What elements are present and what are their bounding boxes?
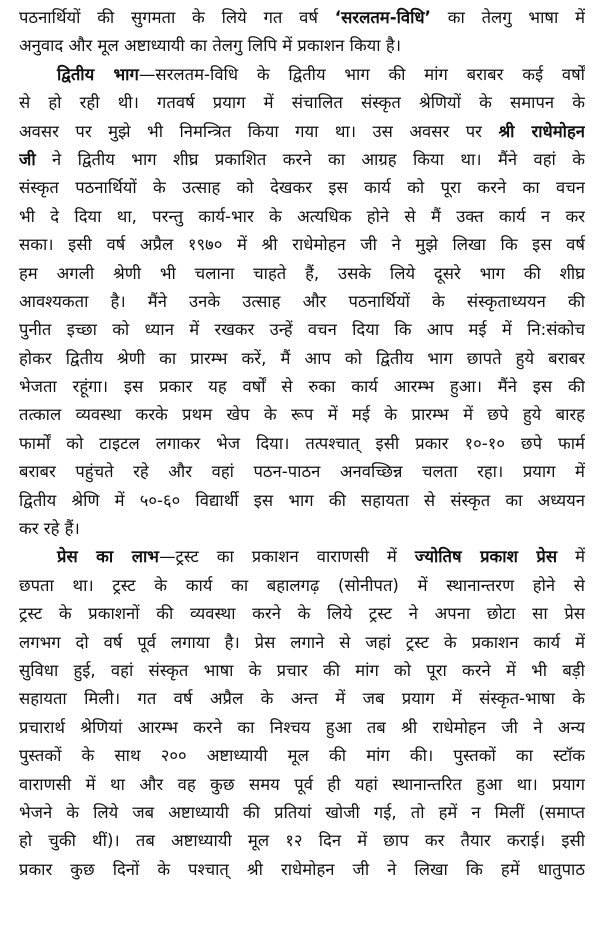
text-line [19, 657, 585, 685]
text-segment: का तेलगु भाषा में [430, 8, 585, 27]
text-line [19, 345, 585, 373]
text-segment: ट्रस्ट के प्रकाशनों की व्यवस्था करने के लिये ट्रस्ट ने अपना छोटा सा प्रेस [19, 604, 585, 624]
text-line [19, 458, 585, 486]
text-line [19, 600, 585, 628]
text-line [19, 146, 585, 174]
text-line [19, 203, 585, 231]
text-line [19, 430, 585, 458]
text-line [19, 174, 585, 202]
paragraph-telugu-translation [19, 4, 585, 61]
section-heading-second-part: द्वितीय भाग [57, 64, 139, 84]
text-segment: द्वितीय श्रेणि में ५०-६० विद्यार्थी इस भाग की सहायता से संस्कृत का अध्ययन [19, 490, 585, 510]
paragraph-press-benefit [19, 543, 585, 884]
text-line [19, 4, 585, 32]
text-segment: से हो रही थी। गतवर्ष प्रयाग में संचालित संस्कृत श्रेणियों के समापन के [19, 93, 585, 113]
text-line [19, 629, 585, 657]
text-segment: भी दे दिया था, परन्तु कार्य-भार के अत्यधिक होने से मैं उक्त कार्य न कर [19, 206, 585, 226]
text-segment: अवसर पर मुझे भी निमन्त्रित किया गया था। उस अवसर पर [19, 121, 499, 141]
text-segment: वाराणसी में था और वह कुछ समय पूर्व ही यहां स्थानान्तरित हुआ था। प्रयाग [19, 774, 585, 794]
text-line [19, 771, 585, 799]
text-line [19, 742, 585, 770]
text-line [19, 118, 585, 146]
text-line [19, 260, 585, 288]
text-segment: कर रहे हैं। [19, 519, 80, 539]
text-segment: हम अगली श्रेणी भी चलाना चाहते हैं, उसके लिये दूसरे भाग की शीघ्र [19, 263, 585, 283]
text-segment: सका। इसी वर्ष अप्रैल १९७० में श्री राधेमोहन जी ने मुझे लिखा कि इस वर्ष [19, 235, 585, 255]
document-page [19, 4, 585, 884]
text-segment: भेजता रहूंगा। इस प्रकार यह वर्षों से रुका कार्य आरम्भ हुआ। मैंने इस की [19, 377, 585, 397]
text-segment: भेजने के लिये जब अष्टाध्यायी की प्रतियां खोजी गई, तो हमें न मिलीं (समाप्त [19, 802, 585, 822]
text-line [19, 401, 585, 429]
text-segment: —ट्रस्ट का प्रकाशन वाराणसी में [158, 547, 415, 567]
text-segment: आवश्यकता है। मैंने उनके उत्साह और पठनार्थियों के संस्कृताध्ययन की [19, 291, 585, 311]
text-segment: सहायता मिली। गत वर्ष अप्रैल के अन्त में जब प्रयाग में संस्कृत-भाषा के [19, 689, 585, 709]
text-segment: अनुवाद और मूल अष्टाध्यायी का तेलगु लिपि में प्रकाशन किया है। [19, 36, 401, 56]
text-line [19, 32, 585, 60]
text-line [19, 316, 585, 344]
text-segment: बराबर पहुंचते रहे और वहां पठन-पाठन अनवच्छिन्न चलता रहा। प्रयाग में [19, 462, 585, 482]
text-line [19, 61, 585, 89]
text-segment: लगभग दो वर्ष पूर्व लगाया है। प्रेस लगाने से जहां ट्रस्ट के प्रकाशन कार्य में [19, 632, 585, 652]
text-line [19, 89, 585, 117]
name-ji: जी [19, 149, 36, 169]
name-radhemohan: श्री राधेमोहन [498, 121, 585, 141]
book-title-sarlatam-vidhi: ‘सरलतम-विधि’ [334, 8, 431, 27]
text-segment: —सरलतम-विधि के द्वितीय भाग की मांग बराबर कई वर्षों [138, 64, 585, 84]
text-line [19, 685, 585, 713]
text-line [19, 515, 585, 543]
text-line [19, 714, 585, 742]
paragraph-second-part [19, 61, 585, 544]
text-segment: प्रचारार्थ श्रेणियां आरम्भ करने का निश्चय हुआ तब श्री राधेमोहन जी ने अन्य [19, 717, 585, 737]
text-segment: प्रकार कुछ दिनों के पश्चात् श्री राधेमोहन जी ने लिखा कि हमें धातुपाठ [19, 859, 585, 879]
text-segment: सुविधा हुई, वहां संस्कृत भाषा के प्रचार की मांग को पूरा करने में भी बड़ी [19, 660, 585, 680]
text-line [19, 487, 585, 515]
text-line [19, 856, 585, 884]
text-line [19, 288, 585, 316]
text-segment: संस्कृत पठनार्थियों के उत्साह को देखकर इस कार्य को पूरा करने का वचन [19, 178, 585, 198]
text-segment: फार्मों को टाइटल लगाकर भेज दिया। तत्पश्चात् इसी प्रकार १०-१० छपे फार्म [19, 433, 585, 453]
section-heading-press-benefit: प्रेस का लाभ [57, 547, 159, 567]
text-segment: ने द्वितीय भाग शीघ्र प्रकाशित करने का आग्रह किया था। मैंने वहां के [35, 149, 585, 169]
text-line [19, 543, 585, 571]
text-segment: हो चुकी थीं)। तब अष्टाध्यायी मूल १२ दिन में छाप कर तैयार कराई। इसी [19, 831, 585, 851]
name-jyotish-prakash-press: ज्योतिष प्रकाश प्रेस [414, 547, 558, 567]
text-segment: में [557, 547, 585, 567]
text-line [19, 827, 585, 855]
text-line [19, 231, 585, 259]
text-line [19, 572, 585, 600]
text-segment: छपता था। ट्रस्ट के कार्य का बहालगढ़ (सोनीपत) में स्थानान्तरण होने से [19, 575, 585, 595]
text-segment: होकर द्वितीय श्रेणी का प्रारम्भ करें, मैं आप को द्वितीय भाग छापते हुये बराबर [19, 348, 585, 368]
text-line [19, 799, 585, 827]
text-segment: तत्काल व्यवस्था करके प्रथम खेप के रूप में मई के प्रारम्भ में छपे हुये बारह [19, 405, 585, 425]
text-segment: पुस्तकों के साथ २०० अष्टाध्यायी मूल की मांग की। पुस्तकों का स्टॉक [19, 746, 585, 766]
text-line [19, 373, 585, 401]
text-segment: पुनीत इच्छा को ध्यान में रखकर उन्हें वचन दिया कि आप मई में नि:संकोच [19, 320, 585, 340]
text-segment: पठनार्थियों की सुगमता के लिये गत वर्ष [19, 8, 335, 27]
